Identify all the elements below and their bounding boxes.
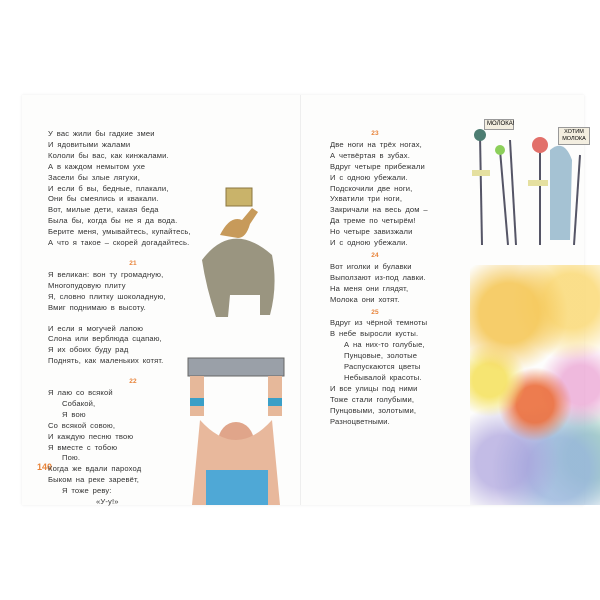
poem-line: У вас жили бы гадкие змеи	[48, 129, 155, 138]
poem-line: Небывалой красоты.	[344, 372, 422, 382]
protest-sign: МОЛОКА!	[484, 119, 514, 130]
poem-line: Я тоже реву:	[62, 486, 112, 496]
poem-line: Я их обоих буду рад	[48, 345, 129, 355]
poem-line: Когда же вдали пароход	[48, 464, 142, 474]
riddle-number: 21	[129, 259, 137, 267]
poem-line: Вдруг четыре прибежали	[330, 161, 425, 171]
poem-line: Я, словно плитку шоколадную,	[48, 291, 166, 301]
poem-line: Поднять, как маленьких котят.	[48, 356, 164, 366]
poem-line: Я вместе с тобою	[48, 442, 118, 452]
poem-line: В небе выросли кусты.	[330, 329, 419, 339]
poem-line: Выползают из-под лавки.	[330, 272, 426, 282]
poem-line: А что я такое – скорей догадайтесь.	[48, 238, 190, 248]
poem-line: Вмиг поднимаю в высоту.	[48, 302, 146, 312]
poem-line: Я лаю со всякой	[48, 388, 113, 398]
poem-line: Со всякой совою,	[48, 420, 116, 430]
poem-line: Быком на реке заревёт,	[48, 475, 140, 485]
poem-line: И если б вы, бедные, плакали,	[48, 183, 169, 193]
poem-line: И с одною убежали.	[330, 238, 408, 248]
poem-line: Я вою	[62, 409, 86, 419]
poem-line: Подскочили две ноги,	[330, 183, 413, 193]
left-text-column	[48, 129, 218, 508]
poem-line: И ядовитыми жалами	[48, 139, 131, 149]
poem-line: Слона или верблюда сцапаю,	[48, 334, 162, 344]
poem-line: Собакой,	[62, 398, 96, 408]
box-icon	[226, 188, 252, 206]
right-text-column	[330, 129, 470, 427]
page-number: 140	[37, 462, 53, 472]
poem-line: Две ноги на трёх ногах,	[330, 139, 422, 149]
poem-line: Засели бы злые лягухи,	[48, 172, 140, 182]
poem-line: Пунцовыми, золотыми,	[330, 405, 417, 415]
poem-line: Была бы, когда бы не я да вода.	[48, 216, 178, 226]
poem-line: Многопудовую плиту	[48, 280, 126, 290]
poem-line: А четвёртая в зубах.	[330, 150, 410, 160]
poem-line: Вот, милые дети, какая беда	[48, 205, 159, 215]
poem-line: А на них-то голубые,	[344, 340, 425, 350]
poem-line: И каждую песню твою	[48, 431, 134, 441]
poem-line: Берите меня, умывайтесь, купайтесь,	[48, 227, 191, 237]
poem-line: Распускаются цветы	[344, 362, 421, 372]
poem-line: Вот иголки и булавки	[330, 261, 412, 271]
poem-line: Я великан: вон ту громадную,	[48, 269, 164, 279]
poem-line: И с одною убежали.	[330, 172, 408, 182]
poem-line: Вдруг из чёрной темноты	[330, 318, 428, 328]
poem-line: А в каждом немытом ухе	[48, 161, 146, 171]
poem-line: Пою.	[62, 453, 81, 463]
poem-line: Да треме по четырём!	[330, 216, 416, 226]
poem-line: Разноцветными.	[330, 416, 390, 426]
poem-line: Тоже стали голубыми,	[330, 394, 415, 404]
poem-line: Они бы смеялись и квакали.	[48, 194, 159, 204]
riddle-number: 25	[371, 308, 379, 316]
poem-line: И если я могучей лапою	[48, 323, 144, 333]
poem-line: Закричали на весь дом –	[330, 205, 428, 215]
poem-line: Кололи бы вас, как кинжалами.	[48, 150, 169, 160]
poem-line: На меня они глядят,	[330, 283, 409, 293]
poem-line: «У-у!»	[96, 497, 119, 507]
poem-line: Молока они хотят.	[330, 294, 400, 304]
poem-line: И все улицы под ними	[330, 383, 418, 393]
protest-sign: ХОТИМ МОЛОКА	[558, 127, 590, 145]
riddle-number: 22	[129, 378, 137, 386]
camel-icon	[220, 208, 258, 238]
gutter	[300, 95, 301, 505]
riddle-number: 23	[371, 130, 379, 137]
needles-pins-illustration	[470, 105, 595, 245]
fireworks-illustration	[470, 265, 600, 505]
poem-line: Ухватили три ноги,	[330, 194, 403, 204]
poem-line: Пунцовые, золотые	[344, 351, 418, 361]
riddle-number: 24	[371, 251, 379, 259]
poem-line: Но четыре завизжали	[330, 227, 413, 237]
